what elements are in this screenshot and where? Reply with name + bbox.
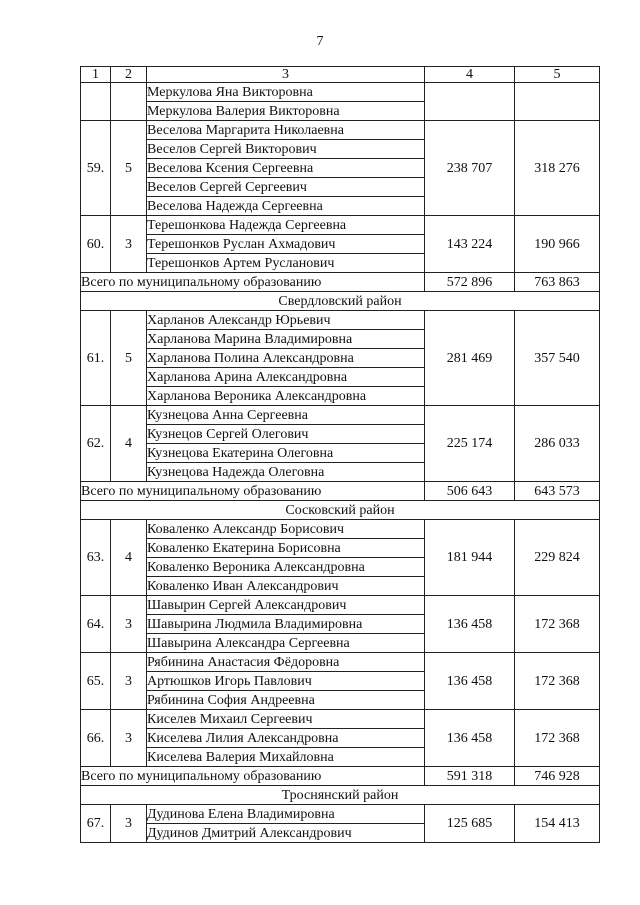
header-col-3: 3 [147, 67, 425, 83]
amount-col-4: 136 458 [425, 596, 515, 653]
member-name: Киселева Валерия Михайловна [147, 748, 425, 767]
family-member-row [81, 311, 600, 330]
amount-col-4: 125 685 [425, 805, 515, 843]
member-name: Шавырина Людмила Владимировна [147, 615, 425, 634]
total-label: Всего по муниципальному образованию [81, 273, 425, 292]
member-name: Кузнецова Екатерина Олеговна [147, 444, 425, 463]
total-col-4: 506 643 [425, 482, 515, 501]
family-member-row [81, 596, 600, 615]
member-name: Киселева Лилия Александровна [147, 729, 425, 748]
header-col-1: 1 [81, 67, 111, 83]
amount-col-5: 357 540 [515, 311, 600, 406]
member-name: Веселов Сергей Викторович [147, 140, 425, 159]
amount-col-5: 172 368 [515, 653, 600, 710]
total-row [81, 482, 600, 501]
family-member-row [81, 805, 600, 824]
family-number: 63. [81, 520, 111, 596]
member-name: Харланова Марина Владимировна [147, 330, 425, 349]
district-row [81, 292, 600, 311]
member-name: Шавырина Александра Сергеевна [147, 634, 425, 653]
family-number: 62. [81, 406, 111, 482]
families-table [80, 66, 600, 843]
family-size: 3 [111, 596, 147, 653]
family-size: 5 [111, 311, 147, 406]
total-row [81, 767, 600, 786]
total-col-4: 591 318 [425, 767, 515, 786]
header-row [81, 67, 600, 83]
member-name: Терешонкова Надежда Сергеевна [147, 216, 425, 235]
member-name: Терешонков Артем Русланович [147, 254, 425, 273]
family-size: 4 [111, 520, 147, 596]
total-col-5: 746 928 [515, 767, 600, 786]
amount-col-5: 154 413 [515, 805, 600, 843]
member-name: Харланова Арина Александровна [147, 368, 425, 387]
amount-col-4: 281 469 [425, 311, 515, 406]
family-number: 65. [81, 653, 111, 710]
family-member-row [81, 520, 600, 539]
member-name: Веселов Сергей Сергеевич [147, 178, 425, 197]
amount-col-4 [425, 83, 515, 121]
district-name: Свердловский район [81, 292, 600, 311]
member-name: Харланов Александр Юрьевич [147, 311, 425, 330]
district-row [81, 501, 600, 520]
total-label: Всего по муниципальному образованию [81, 767, 425, 786]
amount-col-5 [515, 83, 600, 121]
amount-col-5: 172 368 [515, 596, 600, 653]
family-member-row [81, 83, 600, 102]
member-name: Дудинов Дмитрий Александрович [147, 824, 425, 843]
member-name: Рябинина Анастасия Фёдоровна [147, 653, 425, 672]
amount-col-4: 238 707 [425, 121, 515, 216]
amount-col-5: 286 033 [515, 406, 600, 482]
amount-col-5: 190 966 [515, 216, 600, 273]
family-member-row [81, 406, 600, 425]
table-body [81, 67, 600, 843]
family-number: 61. [81, 311, 111, 406]
amount-col-4: 225 174 [425, 406, 515, 482]
header-col-5: 5 [515, 67, 600, 83]
family-size: 3 [111, 710, 147, 767]
member-name: Терешонков Руслан Ахмадович [147, 235, 425, 254]
total-row [81, 273, 600, 292]
member-name: Веселова Ксения Сергеевна [147, 159, 425, 178]
family-number: 64. [81, 596, 111, 653]
member-name: Коваленко Иван Александрович [147, 577, 425, 596]
page-number: 7 [316, 34, 324, 49]
family-number [81, 83, 111, 121]
member-name: Харланова Вероника Александровна [147, 387, 425, 406]
member-name: Шавырин Сергей Александрович [147, 596, 425, 615]
family-member-row [81, 653, 600, 672]
family-number: 60. [81, 216, 111, 273]
member-name: Веселова Маргарита Николаевна [147, 121, 425, 140]
member-name: Киселев Михаил Сергеевич [147, 710, 425, 729]
amount-col-5: 318 276 [515, 121, 600, 216]
member-name: Харланова Полина Александровна [147, 349, 425, 368]
family-size: 4 [111, 406, 147, 482]
amount-col-5: 172 368 [515, 710, 600, 767]
amount-col-4: 136 458 [425, 653, 515, 710]
amount-col-4: 143 224 [425, 216, 515, 273]
family-member-row [81, 216, 600, 235]
family-size: 3 [111, 805, 147, 843]
family-size: 3 [111, 216, 147, 273]
header-col-4: 4 [425, 67, 515, 83]
member-name: Коваленко Вероника Александровна [147, 558, 425, 577]
member-name: Дудинова Елена Владимировна [147, 805, 425, 824]
total-col-4: 572 896 [425, 273, 515, 292]
member-name: Кузнецов Сергей Олегович [147, 425, 425, 444]
amount-col-4: 136 458 [425, 710, 515, 767]
family-size [111, 83, 147, 121]
member-name: Кузнецова Анна Сергеевна [147, 406, 425, 425]
member-name: Веселова Надежда Сергеевна [147, 197, 425, 216]
family-number: 59. [81, 121, 111, 216]
member-name: Коваленко Екатерина Борисовна [147, 539, 425, 558]
amount-col-4: 181 944 [425, 520, 515, 596]
district-name: Троснянский район [81, 786, 600, 805]
header-col-2: 2 [111, 67, 147, 83]
member-name: Кузнецова Надежда Олеговна [147, 463, 425, 482]
member-name: Артюшков Игорь Павлович [147, 672, 425, 691]
member-name: Меркулова Яна Викторовна [147, 83, 425, 102]
family-size: 5 [111, 121, 147, 216]
district-row [81, 786, 600, 805]
total-label: Всего по муниципальному образованию [81, 482, 425, 501]
family-size: 3 [111, 653, 147, 710]
family-number: 67. [81, 805, 111, 843]
family-member-row [81, 710, 600, 729]
total-col-5: 643 573 [515, 482, 600, 501]
member-name: Рябинина София Андреевна [147, 691, 425, 710]
member-name: Коваленко Александр Борисович [147, 520, 425, 539]
family-number: 66. [81, 710, 111, 767]
district-name: Сосковский район [81, 501, 600, 520]
amount-col-5: 229 824 [515, 520, 600, 596]
member-name: Меркулова Валерия Викторовна [147, 102, 425, 121]
total-col-5: 763 863 [515, 273, 600, 292]
family-member-row [81, 121, 600, 140]
